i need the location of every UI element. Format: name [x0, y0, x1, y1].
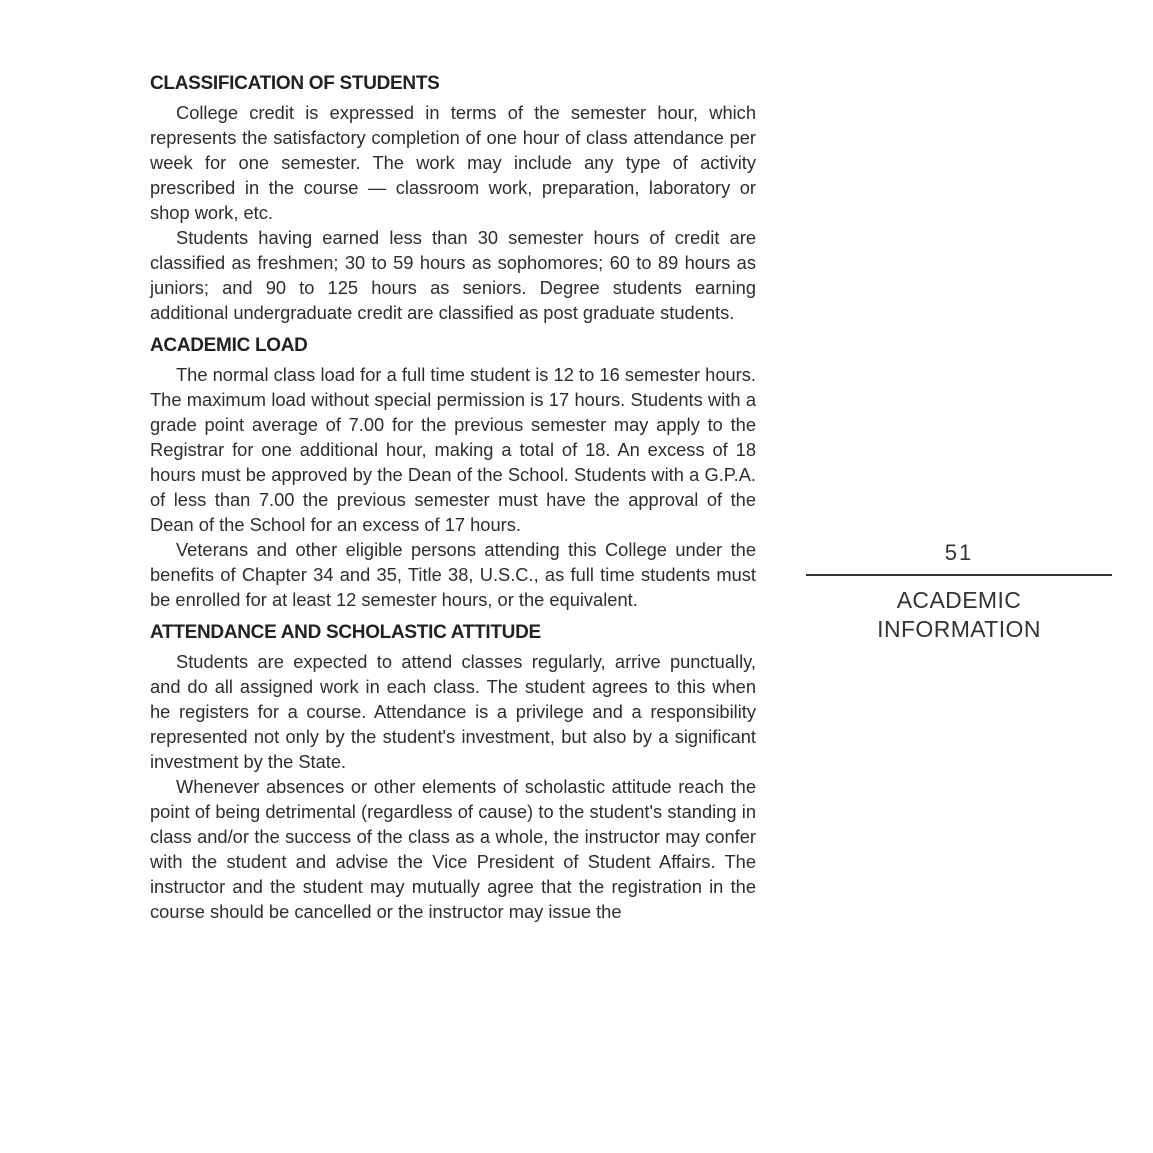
- paragraph: Whenever absences or other elements of scholastic attitude reach the point of being detrimental (regardless of cause) to the student's standing in class and/or the success of the class as a whole, the instructor may confer with the student and advise the Vice President of Student Affairs. The instructor and the student may mutually agree that the registration in the course should be cancelled or the instructor may issue the: [150, 776, 756, 922]
- section-heading: ACADEMIC LOAD: [150, 335, 308, 356]
- section-heading: ATTENDANCE AND SCHOLASTIC ATTITUDE: [150, 622, 541, 643]
- paragraph: College credit is expressed in terms of the semester hour, which represents the satisfactory completion of one hour of class attendance per week for one semester. The work may include any type of activity prescribed in the course — classroom work, preparation, laboratory or shop work, etc.: [150, 102, 756, 223]
- paragraph: Students having earned less than 30 semester hours of credit are classified as freshmen; 30 to 59 hours as sophomores; 60 to 89 hours as juniors; and 90 to 125 hours as seniors. Degree students earning additional undergraduate credit are classified as post graduate students.: [150, 227, 756, 323]
- page-number: 51: [944, 540, 974, 565]
- section-heading: CLASSIFICATION OF STUDENTS: [150, 73, 440, 94]
- section-attendance-and-scholastic-attitude: [150, 621, 756, 924]
- section-academic-load: [150, 334, 756, 612]
- divider-rule: [806, 574, 1112, 576]
- section-tab-marker: [806, 538, 1112, 644]
- chapter-label-line: ACADEMIC: [896, 587, 1022, 613]
- chapter-label-line: INFORMATION: [877, 616, 1041, 642]
- chapter-label: [806, 586, 1112, 644]
- paragraph: Veterans and other eligible persons attending this College under the benefits of Chapter 34 and 35, Title 38, U.S.C., as full time students must be enrolled for at least 12 semester hours, or the equivalent.: [150, 539, 756, 610]
- main-text-column: [150, 72, 756, 924]
- paragraph: The normal class load for a full time student is 12 to 16 semester hours. The maximum load without special permission is 17 hours. Students with a grade point average of 7.00 for the previous semester may apply to the Registrar for one additional hour, making a total of 18. An excess of 18 hours must be approved by the Dean of the School. Students with a G.P.A. of less than 7.00 the previous semester must have the approval of the Dean of the School for an excess of 17 hours.: [150, 364, 756, 535]
- paragraph: Students are expected to attend classes regularly, arrive punctually, and do all assigned work in each class. The student agrees to this when he registers for a course. Attendance is a privilege and a responsibility represented not only by the student's investment, but also by a significant investment by the State.: [150, 651, 756, 772]
- section-classification-of-students: [150, 72, 756, 325]
